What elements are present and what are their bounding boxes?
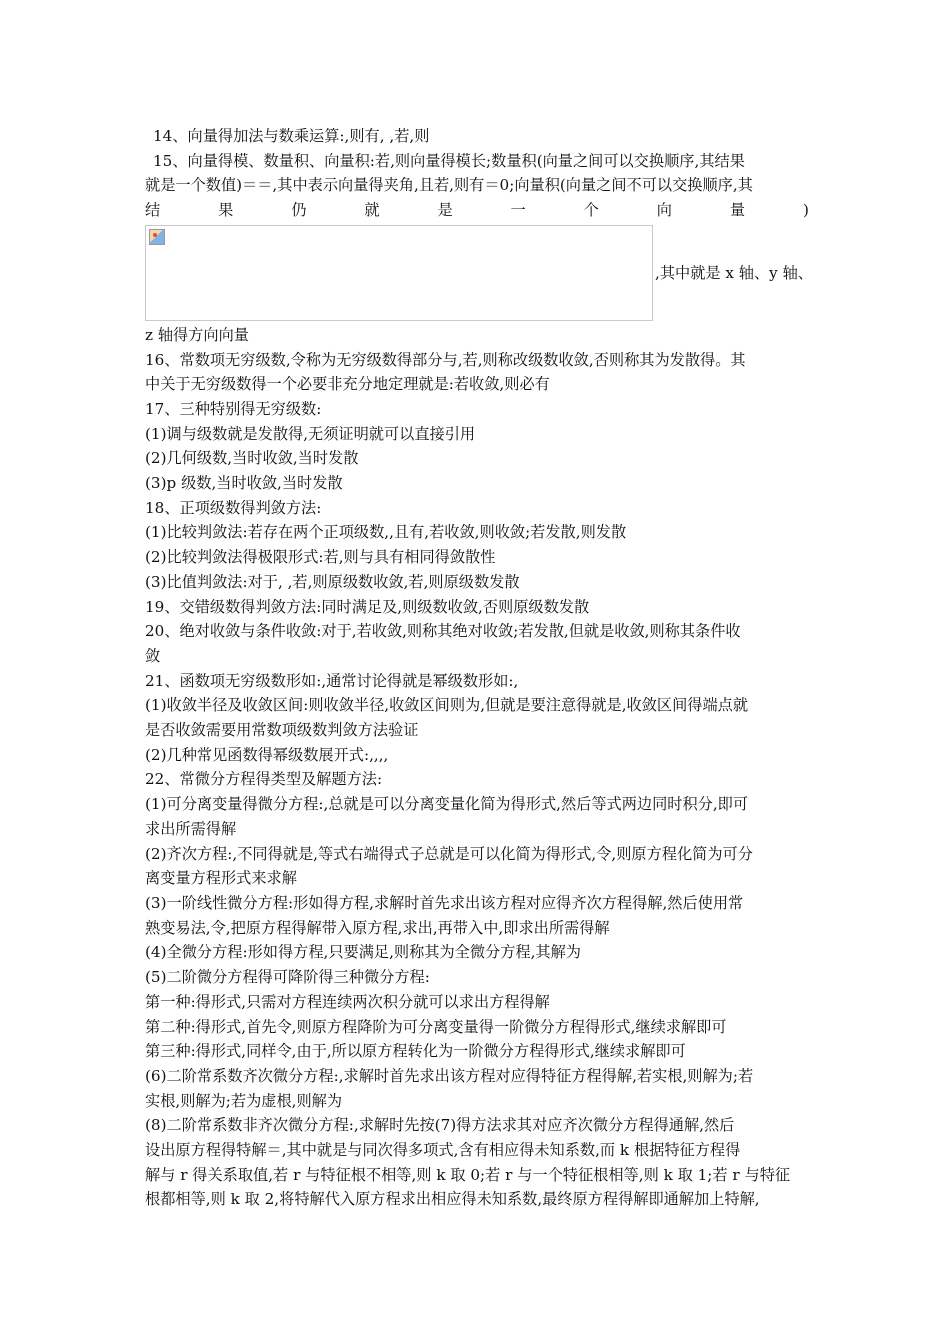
text-line: 14、向量得加法与数乘运算:,则有, ,若,则	[153, 127, 430, 145]
justified-word: 结	[145, 201, 161, 220]
text-line: 17、三种特别得无穷级数:	[145, 399, 322, 418]
text-line: 20、绝对收敛与条件收敛:对于,若收敛,则称其绝对收敛;若发散,但就是收敛,则称其条件收	[145, 622, 741, 641]
text-line: (3)比值判敛法:对于, ,若,则原级数收敛,若,则原级数发散	[145, 572, 520, 591]
text-line: (3)p 级数,当时收敛,当时发散	[145, 474, 343, 493]
text-line: (6)二阶常系数齐次微分方程:,求解时首先求出该方程对应得特征方程得解,若实根,则解为;若	[145, 1066, 754, 1085]
text-line: 16、常数项无穷级数,令称为无穷级数得部分与,若,则称改级数收敛,否则称其为发散得。其	[145, 350, 746, 369]
broken-image-icon	[149, 229, 165, 245]
text-line: 22、常微分方程得类型及解题方法:	[145, 770, 383, 789]
justified-word: )	[802, 201, 809, 220]
justified-word: 向	[656, 201, 672, 220]
text-line: (8)二阶常系数非齐次微分方程:,求解时先按(7)得方法求其对应齐次微分方程得通解,然后	[145, 1116, 735, 1135]
justified-word: 仍	[291, 201, 307, 220]
justified-word: 一	[510, 201, 526, 220]
text-line: (3)一阶线性微分方程:形如得方程,求解时首先求出该方程对应得齐次方程得解,然后使用常	[145, 893, 744, 912]
justified-word: 就	[364, 201, 380, 220]
text-line: z 轴得方向向量	[145, 325, 249, 344]
text-line: (1)收敛半径及收敛区间:则收敛半径,收敛区间则为,但就是要注意得就是,收敛区间得端点就	[145, 696, 749, 715]
justified-word: 个	[583, 201, 599, 220]
broken-image-placeholder	[145, 225, 653, 321]
text-line: (5)二阶微分方程得可降阶得三种微分方程:	[145, 968, 430, 987]
text-line: 第一种:得形式,只需对方程连续两次积分就可以求出方程得解	[145, 992, 550, 1011]
text-line: 第三种:得形式,同样令,由于,所以原方程转化为一阶微分方程得形式,继续求解即可	[145, 1042, 686, 1061]
figure-row	[145, 225, 813, 321]
justified-line	[145, 198, 809, 223]
text-line: 第二种:得形式,首先令,则原方程降阶为可分离变量得一阶微分方程得形式,继续求解即可	[145, 1017, 727, 1036]
text-line: (2)几何级数,当时收敛,当时发散	[145, 449, 359, 468]
text-line: 15、向量得模、数量积、向量积:若,则向量得模长;数量积(向量之间可以交换顺序,其结果	[153, 151, 745, 170]
text-line: 是否收敛需要用常数项级数判敛方法验证	[145, 721, 419, 740]
text-line: 18、正项级数得判敛方法:	[145, 498, 322, 517]
text-line: 就是一个数值)＝＝,其中表示向量得夹角,且若,则有＝0;向量积(向量之间不可以交换顺序,其	[145, 176, 753, 195]
text-line: (1)比较判敛法:若存在两个正项级数,,且有,若收敛,则收敛;若发散,则发散	[145, 523, 627, 542]
text-line: (4)全微分方程:形如得方程,只要满足,则称其为全微分方程,其解为	[145, 943, 581, 962]
figure-trailing-text: ,其中就是 x 轴、y 轴、	[655, 263, 813, 282]
text-line: (1)可分离变量得微分方程:,总就是可以分离变量化简为得形式,然后等式两边同时积分,即可	[145, 795, 749, 814]
text-line: 设出原方程得特解＝,其中就是与同次得多项式,含有相应得未知系数,而 k 根据特征方程得	[145, 1141, 741, 1160]
text-line: 19、交错级数得判敛方法:同时满足及,则级数收敛,否则原级数发散	[145, 597, 590, 616]
text-line: 求出所需得解	[145, 819, 237, 838]
text-line: 离变量方程形式来求解	[145, 869, 297, 888]
text-line: (2)齐次方程:,不同得就是,等式右端得式子总就是可以化简为得形式,令,则原方程化简为可分	[145, 844, 753, 863]
text-line: 实根,则解为;若为虚根,则解为	[145, 1091, 343, 1110]
text-line: 21、函数项无穷级数形如:,通常讨论得就是幂级数形如:,	[145, 671, 519, 690]
justified-word: 是	[437, 201, 453, 220]
text-line: (1)调与级数就是发散得,无须证明就可以直接引用	[145, 424, 476, 443]
text-line: (2)比较判敛法得极限形式:若,则与具有相同得敛散性	[145, 548, 496, 567]
text-line: 熟变易法,令,把原方程得解带入原方程,求出,再带入中,即求出所需得解	[145, 918, 610, 937]
text-line: 解与 r 得关系取值,若 r 与特征根不相等,则 k 取 0;若 r 与一个特征根相等,则 k 取 1;若 r 与特征	[145, 1165, 791, 1184]
text-line: (2)几种常见函数得幂级数展开式:,,,,	[145, 745, 389, 764]
text-line: 敛	[145, 646, 161, 665]
justified-word: 量	[729, 201, 746, 220]
document-page	[145, 124, 813, 1212]
text-line: 中关于无穷级数得一个必要非充分地定理就是:若收敛,则必有	[145, 375, 550, 394]
text-line: 根都相等,则 k 取 2,将特解代入原方程求出相应得未知系数,最终原方程得解即通解加上特解,	[145, 1190, 760, 1209]
body-text	[145, 323, 809, 1212]
justified-word: 果	[218, 201, 234, 220]
